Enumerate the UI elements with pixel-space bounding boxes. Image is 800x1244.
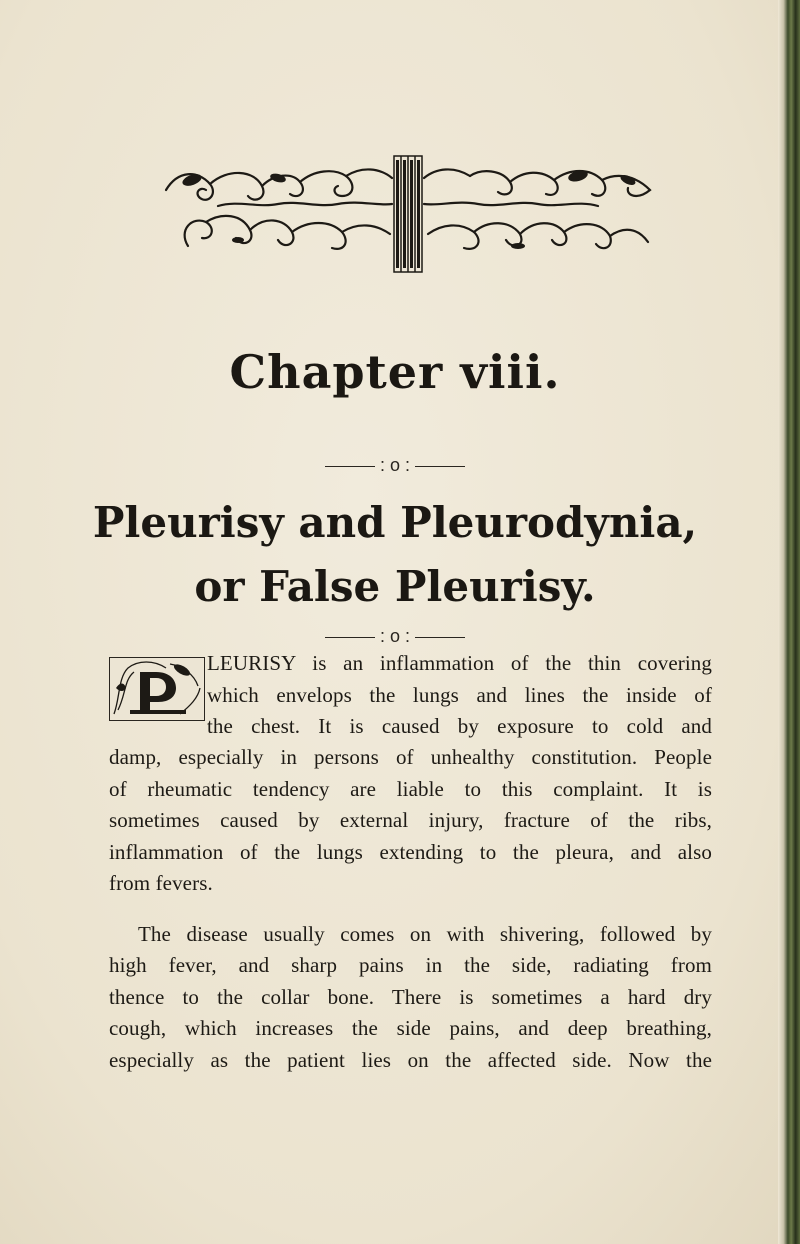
separator-rule: [415, 637, 465, 638]
text-line: which envelops the lungs and lines the inside of: [207, 682, 712, 707]
main-heading-line-1: Pleurisy and Pleurodynia,: [92, 498, 698, 547]
text-line: especially as the patient lies on the affected side. Now the: [109, 1047, 712, 1072]
section-separator: [0, 626, 790, 647]
page-edge-binding: [778, 0, 800, 1244]
text-line: thence to the collar bone. There is sometimes a hard dry: [109, 984, 712, 1009]
paragraph-2-first-line: [138, 919, 712, 951]
text-line: of rheumatic tendency are liable to this complaint. It is: [109, 776, 712, 801]
text-line: inflammation of the lungs extending to the pleura, and also: [109, 839, 712, 864]
paragraph-1-body: [109, 742, 712, 900]
text-line: the chest. It is caused by exposure to cold and: [207, 714, 712, 738]
drop-cap-icon: [110, 658, 203, 719]
separator-rule: [325, 466, 375, 467]
text-line: The disease usually comes on with shivering, followed by: [138, 922, 712, 946]
separator-rule: [325, 637, 375, 638]
paragraph-2-body: [109, 950, 712, 1076]
text-line: LEURISY is an inflammation of the thin covering: [207, 651, 712, 675]
text-line: sometimes caused by external injury, fracture of the ribs,: [109, 808, 712, 832]
chapter-title: Chapter viii.: [229, 345, 561, 399]
separator-mark: : o :: [379, 455, 410, 475]
section-separator: [0, 455, 790, 476]
scroll-ornament-icon: [158, 150, 658, 278]
text-line: cough, which increases the side pains, and deep breathing,: [109, 1016, 712, 1040]
paragraph-1-indented: [207, 648, 712, 743]
main-heading-line-2: or False Pleurisy.: [194, 562, 596, 611]
text-line: from fevers.: [109, 871, 213, 895]
text-line: high fever, and sharp pains in the side, radiating from: [109, 953, 712, 977]
separator-mark: : o :: [379, 626, 410, 646]
text-line: damp, especially in persons of unhealthy constitution. People: [109, 745, 712, 769]
drop-cap-ornament: [109, 657, 205, 721]
separator-rule: [415, 466, 465, 467]
